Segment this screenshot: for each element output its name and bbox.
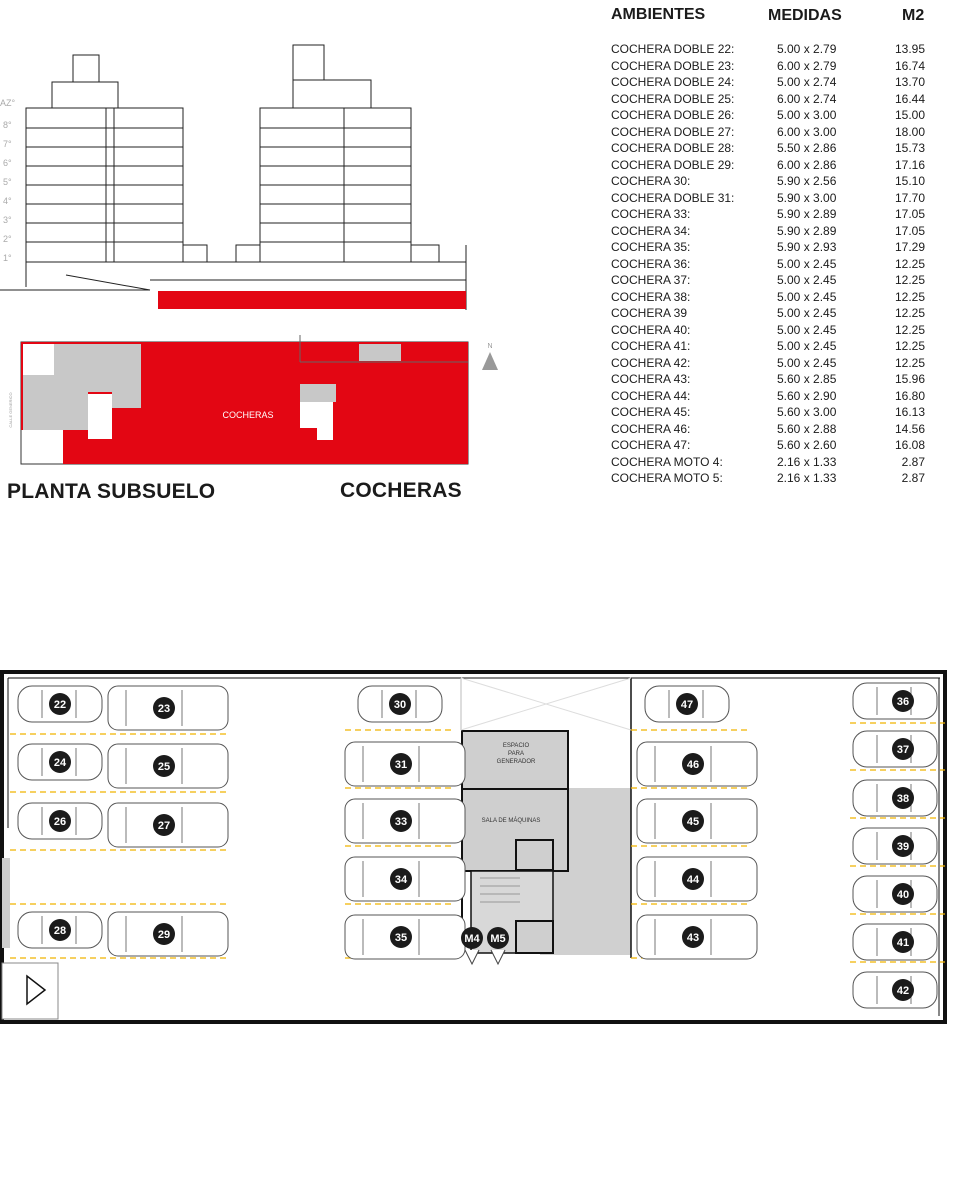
row-area: 17.05 [894,207,925,221]
table-row [611,454,931,471]
generator-room-label: ESPACIO [502,743,530,749]
table-row [611,322,931,339]
parking-spot[interactable] [853,683,937,719]
row-name: COCHERA 43: [611,372,691,386]
table-row [611,91,931,108]
row-name: COCHERA 44: [611,388,691,403]
floor-label: 5° [3,177,12,187]
parking-spot[interactable] [853,731,937,767]
row-area: 12.25 [894,339,925,353]
table-row [611,437,931,454]
spot-number: 26 [53,816,67,828]
table-row [611,338,931,355]
machine-room-label: SALA DE MÁQUINAS [481,818,541,824]
key-plan [0,330,510,470]
parking-spot[interactable] [853,876,937,912]
floor-label: 7° [3,139,12,149]
row-size: 5.00 x 3.00 [777,108,837,122]
row-name: COCHERA DOBLE 24: [611,75,735,89]
parking-spot[interactable] [637,857,757,901]
row-name: COCHERA DOBLE 27: [611,124,735,139]
row-size: 5.00 x 2.45 [777,273,837,287]
spot-number: M5 [490,933,506,945]
row-size: 5.00 x 2.45 [777,256,837,271]
row-size: 5.00 x 2.45 [777,289,837,304]
table-row [611,421,931,438]
row-size: 6.00 x 3.00 [777,124,837,139]
row-area: 14.56 [894,421,925,436]
table-row [611,173,931,190]
row-size: 5.90 x 2.56 [777,174,837,188]
spot-number: 29 [157,929,171,941]
row-size: 5.60 x 2.85 [777,372,837,386]
motorcycle-icon [465,950,479,964]
parking-spot[interactable] [853,828,937,864]
row-area: 12.25 [894,273,925,287]
row-area: 15.10 [894,174,925,188]
table-row [611,371,931,388]
spot-number: 25 [157,761,171,773]
row-name: COCHERA 38: [611,289,691,304]
row-area: 2.87 [901,471,925,485]
spot-number: 47 [680,699,694,711]
row-area: 17.29 [894,240,925,254]
row-size: 5.50 x 2.86 [777,141,837,155]
row-name: COCHERA MOTO 4: [611,454,723,469]
row-size: 5.90 x 3.00 [777,190,837,205]
table-row [611,157,931,174]
row-size: 5.00 x 2.45 [777,355,837,370]
spot-number: 45 [686,816,700,828]
parking-spot[interactable] [345,742,465,786]
parking-floor-plan [0,668,961,1030]
row-size: 5.90 x 2.93 [777,240,837,254]
parking-spot[interactable] [853,972,937,1008]
spot-number: 43 [686,932,700,944]
title-cocheras: COCHERAS [340,479,462,502]
table-row [611,289,931,306]
row-area: 15.00 [894,108,925,122]
row-name: COCHERA 42: [611,355,691,370]
row-name: COCHERA MOTO 5: [611,471,723,485]
row-size: 6.00 x 2.86 [777,157,837,172]
row-area: 16.80 [894,388,925,403]
row-name: COCHERA 33: [611,207,691,221]
row-area: 16.13 [894,405,925,419]
row-name: COCHERA 47: [611,438,691,452]
parking-spot[interactable] [345,857,465,901]
spot-number: 24 [53,757,67,769]
street-label: CALLE GENERICO [8,392,13,428]
row-size: 2.16 x 1.33 [777,471,837,485]
floor-label: 3° [3,215,12,225]
table-row [611,74,931,91]
parking-spot[interactable] [345,915,465,959]
table-row [611,206,931,223]
table-row [611,404,931,421]
parking-spot[interactable] [637,742,757,786]
spot-number: 40 [896,889,910,901]
zone-label: COCHERAS [222,410,274,420]
spot-number: 41 [896,937,910,949]
row-name: COCHERA DOBLE 31: [611,190,735,205]
row-area: 17.05 [894,223,925,238]
north-arrow-icon [482,352,498,370]
parking-spot[interactable] [108,803,228,847]
parking-spot[interactable] [18,686,102,722]
table-row [611,272,931,289]
row-area: 12.25 [894,256,925,271]
row-size: 5.60 x 3.00 [777,405,837,419]
row-area: 16.44 [894,91,925,106]
parking-spot[interactable] [18,744,102,780]
row-size: 5.60 x 2.88 [777,421,837,436]
row-name: COCHERA 39 [611,306,688,320]
parking-spot[interactable] [358,686,442,722]
row-size: 5.00 x 2.79 [777,42,837,56]
row-area: 17.70 [894,190,925,205]
row-name: COCHERA 37: [611,273,691,287]
row-size: 5.00 x 2.45 [777,339,837,353]
table-row [611,388,931,405]
floor-label: 4° [3,196,12,206]
row-name: COCHERA 46: [611,421,691,436]
row-size: 5.60 x 2.90 [777,388,837,403]
floor-label: 8° [3,120,12,130]
row-name: COCHERA 34: [611,223,691,238]
row-name: COCHERA 36: [611,256,691,271]
spot-number: M4 [464,933,480,945]
parking-spot[interactable] [18,803,102,839]
row-name: COCHERA DOBLE 23: [611,58,735,73]
parking-spot[interactable] [108,744,228,788]
row-name: COCHERA DOBLE 26: [611,108,735,122]
spot-number: 28 [53,925,67,937]
parking-spot[interactable] [637,799,757,843]
header-ambientes: AMBIENTES [611,6,706,23]
row-name: COCHERA DOBLE 22: [611,42,735,56]
row-size: 5.90 x 2.89 [777,223,837,238]
row-area: 18.00 [894,124,925,139]
row-name: COCHERA 40: [611,322,691,337]
table-row [611,190,931,207]
parking-spot[interactable] [108,912,228,956]
row-name: COCHERA DOBLE 25: [611,91,735,106]
parking-spot[interactable] [645,686,729,722]
row-area: 13.70 [894,75,925,89]
table-row [611,223,931,240]
row-size: 2.16 x 1.33 [777,454,837,469]
row-area: 15.96 [894,372,925,386]
spot-number: 39 [896,841,910,853]
spot-number: 33 [394,816,408,828]
north-label: N [487,343,493,350]
parking-spot[interactable] [461,927,483,964]
spot-number: 37 [896,744,910,756]
spot-number: 23 [157,703,171,715]
row-size: 5.00 x 2.45 [777,306,837,320]
row-area: 16.08 [894,438,925,452]
row-area: 12.25 [894,355,925,370]
table-row [611,256,931,273]
spot-number: 35 [394,932,408,944]
row-size: 6.00 x 2.79 [777,58,837,73]
parking-spot[interactable] [345,799,465,843]
row-area: 13.95 [894,42,925,56]
row-area: 17.16 [894,157,925,172]
building-section [0,40,480,320]
basement-highlight [158,291,466,309]
parking-spot[interactable] [637,915,757,959]
spot-number: 27 [157,820,171,832]
spot-number: 34 [394,874,408,886]
spot-number: 44 [686,874,700,886]
table-row [611,355,931,372]
title-planta-subsuelo: PLANTA SUBSUELO [7,480,216,503]
table-row [611,107,931,124]
row-area: 2.87 [901,454,925,469]
row-size: 5.00 x 2.74 [777,75,837,89]
table-row [611,239,931,256]
row-area: 12.25 [894,322,925,337]
generator-room-label: GENERADOR [496,759,536,765]
row-area: 16.74 [894,58,925,73]
row-area: 15.73 [894,141,925,155]
spot-number: 36 [896,696,910,708]
parking-spot[interactable] [18,912,102,948]
header-medidas: MEDIDAS [768,7,842,24]
floor-label: 2° [3,234,12,244]
table-row [611,58,931,75]
row-area: 12.25 [894,306,925,320]
row-name: COCHERA 45: [611,405,691,419]
row-name: COCHERA 35: [611,240,691,254]
spot-number: 46 [686,759,700,771]
row-size: 6.00 x 2.74 [777,91,837,106]
spot-number: 38 [896,793,910,805]
table-row [611,124,931,141]
table-row [611,470,931,487]
spot-number: 31 [394,759,408,771]
parking-spot[interactable] [108,686,228,730]
spot-number: 42 [896,985,910,997]
floor-label: AZ° [0,98,16,108]
motorcycle-icon [491,950,505,964]
row-size: 5.90 x 2.89 [777,207,837,221]
row-name: COCHERA 41: [611,339,691,353]
row-size: 5.60 x 2.60 [777,438,837,452]
parking-spot[interactable] [853,924,937,960]
parking-spot[interactable] [853,780,937,816]
floor-label: 6° [3,158,12,168]
row-name: COCHERA 30: [611,174,691,188]
generator-room-label: PARA [508,751,524,757]
row-area: 12.25 [894,289,925,304]
parking-spot[interactable] [487,927,509,964]
spot-number: 30 [393,699,407,711]
row-name: COCHERA DOBLE 28: [611,141,735,155]
row-name: COCHERA DOBLE 29: [611,157,735,172]
table-row [611,305,931,322]
floor-label: 1° [3,253,12,263]
row-size: 5.00 x 2.45 [777,322,837,337]
table-row [611,140,931,157]
header-m2: M2 [902,7,925,24]
table-row [611,41,931,58]
spot-number: 22 [53,699,67,711]
